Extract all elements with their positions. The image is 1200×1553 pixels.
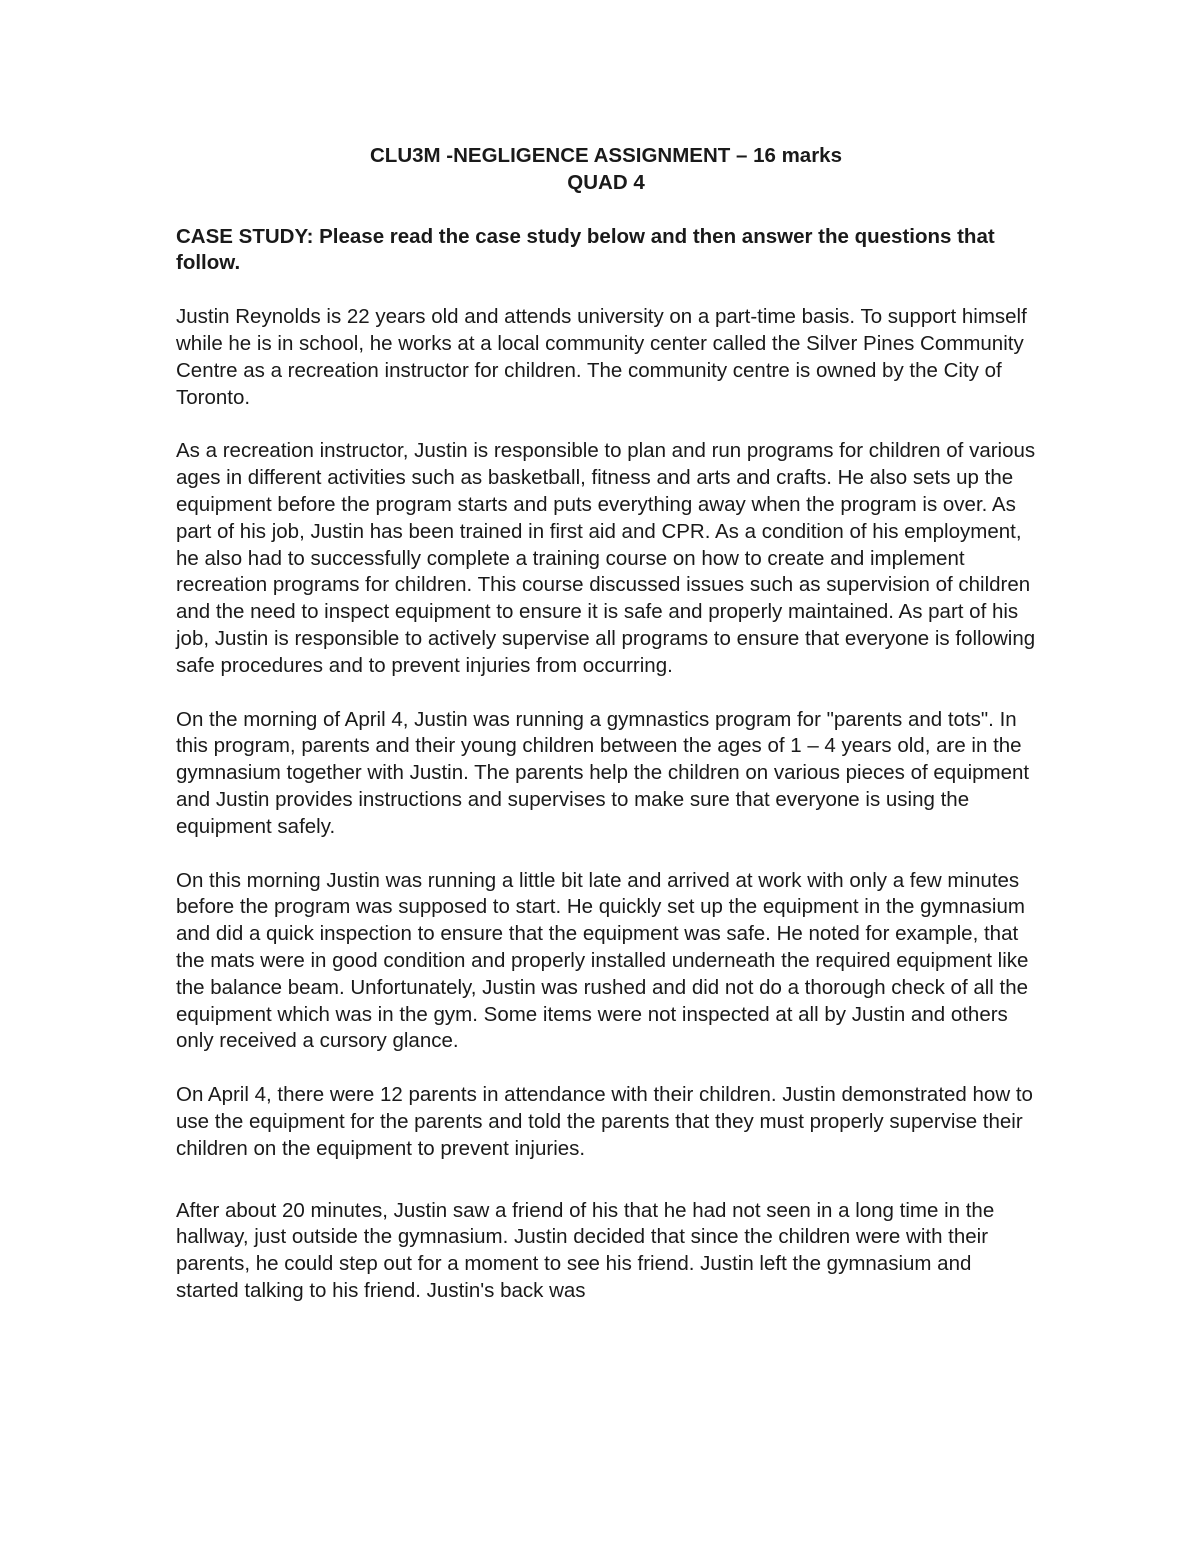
paragraph-5: On April 4, there were 12 parents in attendance with their children. Justin demonstrated how to use the equipment for the parents and told the parents that they must properly supervise their children on the equipment to prevent injuries. xyxy=(176,1083,1033,1160)
paragraph-2: As a recreation instructor, Justin is responsible to plan and run programs for children of various ages in different activities such as basketball, fitness and arts and crafts. He also sets up the equipment before the program starts and puts everything away when the program is over. As part of his job, Justin has been trained in first aid and CPR. As a condition of his employment, he also had to successfully complete a training course on how to create and implement recreation programs for children. This course discussed issues such as supervision of children and the need to inspect equipment to ensure it is safe and properly maintained. As part of his job, Justin is responsible to actively supervise all programs to ensure that everyone is following safe procedures and to prevent injuries from occurring. xyxy=(176,439,1036,677)
document-title xyxy=(176,143,1036,197)
document-body xyxy=(176,143,1036,1305)
title-line-2: QUAD 4 xyxy=(567,170,645,194)
title-line-1: CLU3M -NEGLIGENCE ASSIGNMENT – 16 marks xyxy=(370,144,842,167)
paragraph-1: Justin Reynolds is 22 years old and attends university on a part-time basis. To support himself while he is in school, he works at a local community center called the Silver Pines Community Centre as a recreation instructor for children. The community centre is owned by the City of Toronto. xyxy=(176,305,1027,409)
paragraph-6: After about 20 minutes, Justin saw a friend of his that he had not seen in a long time in the hallway, just outside the gymnasium. Justin decided that since the children were with their parents, he could step out for a moment to see his friend. Justin left the gymnasium and started talking to his friend. Justin's back was xyxy=(176,1198,995,1302)
paragraph-4: On this morning Justin was running a little bit late and arrived at work with only a few minutes before the program was supposed to start. He quickly set up the equipment in the gymnasium and did a quick inspection to ensure that the equipment was safe. He noted for example, that the mats were in good condition and properly installed underneath the required equipment like the balance beam. Unfortunately, Justin was rushed and did not do a thorough check of all the equipment which was in the gym. Some items were not inspected at all by Justin and others only received a cursory glance. xyxy=(176,868,1029,1053)
paragraph-3: On the morning of April 4, Justin was running a gymnastics program for "parents and tots". In this program, parents and their young children between the ages of 1 – 4 years old, are in the gymnasium together with Justin. The parents help the children on various pieces of equipment and Justin provides instructions and supervises to make sure that everyone is using the equipment safely. xyxy=(176,707,1030,838)
case-study-instructions: CASE STUDY: Please read the case study below and then answer the questions that follow. xyxy=(176,224,995,275)
